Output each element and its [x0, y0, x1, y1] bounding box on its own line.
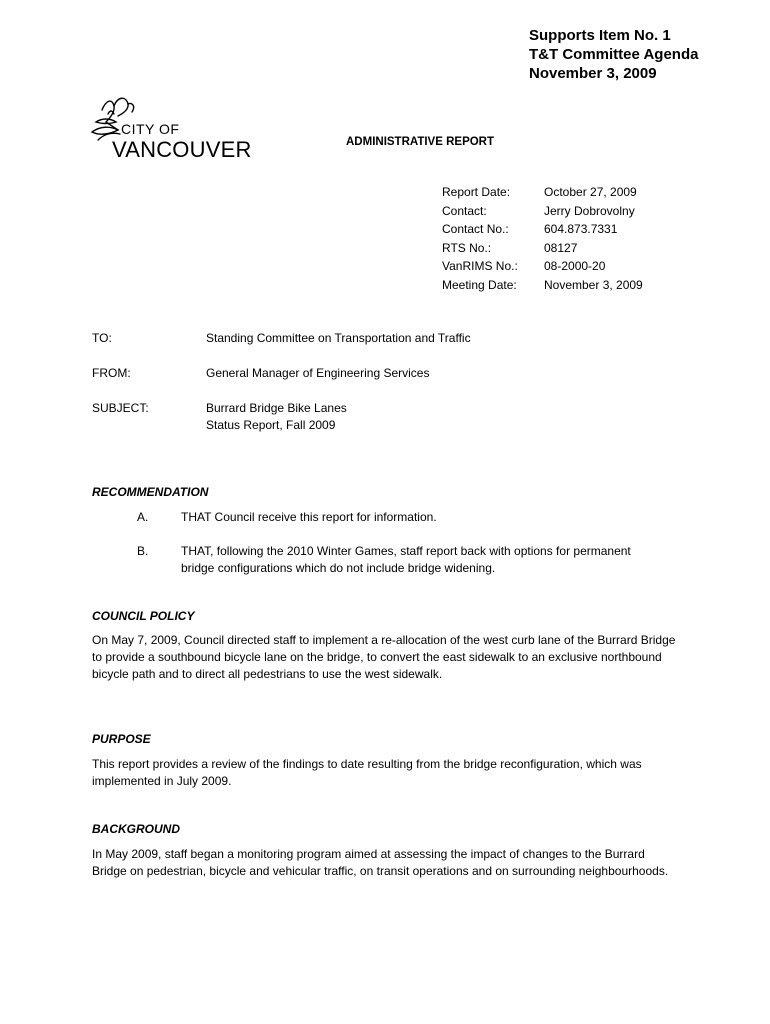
- meta-value: November 3, 2009: [544, 277, 643, 292]
- meta-row-meeting-date: [442, 276, 643, 295]
- report-metadata: [442, 183, 643, 294]
- agenda-header: [529, 26, 698, 83]
- council-policy-heading: COUNCIL POLICY: [92, 609, 195, 623]
- meta-row-contact: [442, 202, 643, 221]
- meta-value: 08-2000-20: [544, 259, 606, 273]
- agenda-date-line: November 3, 2009: [529, 65, 657, 82]
- background-heading: BACKGROUND: [92, 822, 180, 836]
- meta-value: Jerry Dobrovolny: [544, 203, 635, 218]
- council-policy-text: On May 7, 2009, Council directed staff to implement a re-allocation of the west curb lane of the Burrard Bridge to provide a southbound bicycle lane on the bridge, to convert the east sidewalk to an exclusive northbound bicycle path and to direct all pedestrians to use the west sidewalk.: [92, 633, 676, 681]
- report-title: ADMINISTRATIVE REPORT: [346, 136, 495, 148]
- from-label: FROM:: [92, 366, 131, 380]
- recommendation-letter: A.: [137, 510, 149, 524]
- purpose-heading: PURPOSE: [92, 732, 151, 746]
- committee-line: T&T Committee Agenda: [529, 46, 699, 63]
- subject-line-2: Status Report, Fall 2009: [206, 418, 336, 432]
- logo-city-of: CITY OF: [121, 121, 180, 137]
- meta-row-report-date: [442, 183, 643, 202]
- to-value: Standing Committee on Transportation and Traffic: [206, 331, 471, 345]
- meta-label: Meeting Date:: [442, 277, 517, 292]
- city-of-vancouver-logo: [88, 92, 263, 164]
- purpose-text: This report provides a review of the findings to date resulting from the bridge reconfiguration, which was implemented in July 2009.: [92, 757, 642, 788]
- meta-value: October 27, 2009: [544, 185, 637, 199]
- meta-label: Contact No.:: [442, 222, 509, 236]
- recommendation-heading: RECOMMENDATION: [92, 485, 209, 499]
- meta-label: Report Date:: [442, 185, 511, 199]
- meta-row-vanrims-no: [442, 257, 643, 276]
- recommendation-text: THAT Council receive this report for information.: [181, 510, 437, 524]
- meta-label: RTS No.:: [442, 240, 492, 255]
- background-text: In May 2009, staff began a monitoring program aimed at assessing the impact of changes to the Burrard Bridge on pedestrian, bicycle and vehicular traffic, on transit operations and on surrounding neighbourhoods.: [92, 847, 669, 878]
- logo-vancouver: VANCOUVER: [112, 137, 252, 162]
- subject-line-1: Burrard Bridge Bike Lanes: [206, 401, 347, 415]
- recommendation-text: THAT, following the 2010 Winter Games, staff report back with options for permanent bridge configurations which do not include bridge widening.: [181, 544, 631, 575]
- meta-value: 08127: [544, 240, 578, 255]
- to-label: TO:: [92, 331, 112, 345]
- from-value: General Manager of Engineering Services: [206, 366, 430, 380]
- supports-item-line: Supports Item No. 1: [529, 27, 671, 44]
- recommendation-letter: B.: [137, 544, 149, 558]
- meta-row-contact-no: [442, 220, 643, 239]
- meta-row-rts-no: [442, 239, 643, 258]
- meta-label: Contact:: [442, 203, 487, 218]
- subject-label: SUBJECT:: [92, 401, 149, 415]
- meta-label: VanRIMS No.:: [442, 259, 518, 273]
- meta-value: 604.873.7331: [544, 222, 618, 236]
